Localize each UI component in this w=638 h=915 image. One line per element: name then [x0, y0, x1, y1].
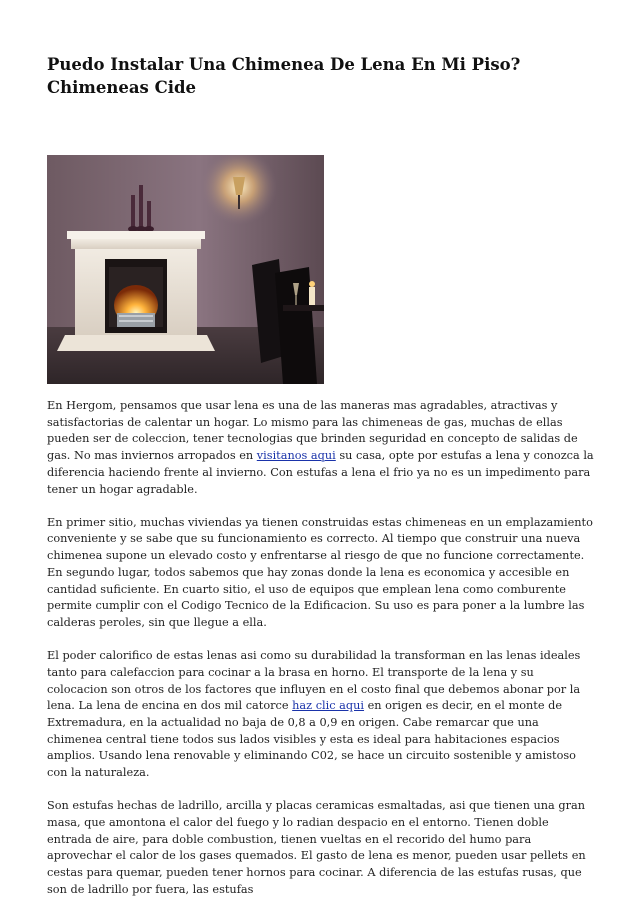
paragraph-3-text-a: El poder calorifico de estas lenas asi como su durabilidad la transforman en las lenas ideales tanto para calefaccion para cocinar a la brasa en horno. El transporte de la lena y su colocacion son otros de los factores que influyen en el costo final que debemos abonar por la lena. La lena de encina en dos mil catorce	[47, 649, 581, 713]
title-line-2: Chimeneas Cide	[47, 78, 197, 97]
title-line-1: Puedo Instalar Una Chimenea De Lena En Mi Piso?	[47, 55, 521, 74]
paragraph-3-text-b: en origen es decir, en el monte de Extremadura, en la actualidad no baja de 0,8 a 0,9 en origen. Cabe remarcar que una chimenea central tiene todos sus lados visibles y esta es ideal para habitaciones espacios amplios. Usando lena renovable y eliminando C02, se hace un circuito sostenible y amistoso con la naturaleza.	[47, 699, 576, 780]
link-haz-clic-aqui[interactable]: haz clic aqui	[292, 699, 365, 713]
paragraph-1	[47, 398, 595, 498]
document-title	[47, 53, 595, 99]
link-visitanos-aqui[interactable]: visitanos aqui	[256, 449, 336, 463]
paragraph-2: En primer sitio, muchas viviendas ya tienen construidas estas chimeneas en un emplazamiento conveniente y se sabe que su funcionamiento es correcto. Al tiempo que construir una nueva chimenea supone un elevado costo y enfrentarse al riesgo de que no funcione correctamente. En segundo lugar, todos sabemos que hay zonas donde la lena es economica y accesible en cantidad suficiente. En cuarto sitio, el uso de equipos que emplean lena como comburente permite cumplir con el Codigo Tecnico de la Edificacion. Su uso es para poner a la lumbre las calderas peroles, sin que llegue a ella.	[47, 515, 593, 629]
fireplace-photo	[47, 155, 324, 384]
paragraph-4: Son estufas hechas de ladrillo, arcilla y placas ceramicas esmaltadas, asi que tienen una gran masa, que amontona el calor del fuego y lo radian despacio en el entorno. Tienen doble entrada de aire, para doble combustion, tienen vueltas en el recorido del humo para aprovechar el calor de los gases quemados. El gasto de lena es menor, pueden usar pellets en cestas para quemar, pueden tener hornos para cocinar. A diferencia de las estufas rusas, que son de ladrillo por fuera, las estufas	[47, 799, 586, 896]
paragraph-3	[47, 648, 595, 782]
paragraph-1-text-b: su casa, opte por estufas a lena y conozca la diferencia haciendo frente al invierno. Con estufas a lena el frio ya no es un impedimento para tener un hogar agradable.	[47, 449, 594, 496]
article-body	[47, 398, 595, 915]
paragraph-1-text-a: En Hergom, pensamos que usar lena es una de las maneras mas agradables, atractivas y satisfactorias de calentar un hogar. Lo mismo para las chimeneas de gas, muchas de ellas pueden ser de coleccion, tener tecnologias que brinden seguridad en concepto de salidas de gas. No mas inviernos arropados en	[47, 399, 578, 463]
